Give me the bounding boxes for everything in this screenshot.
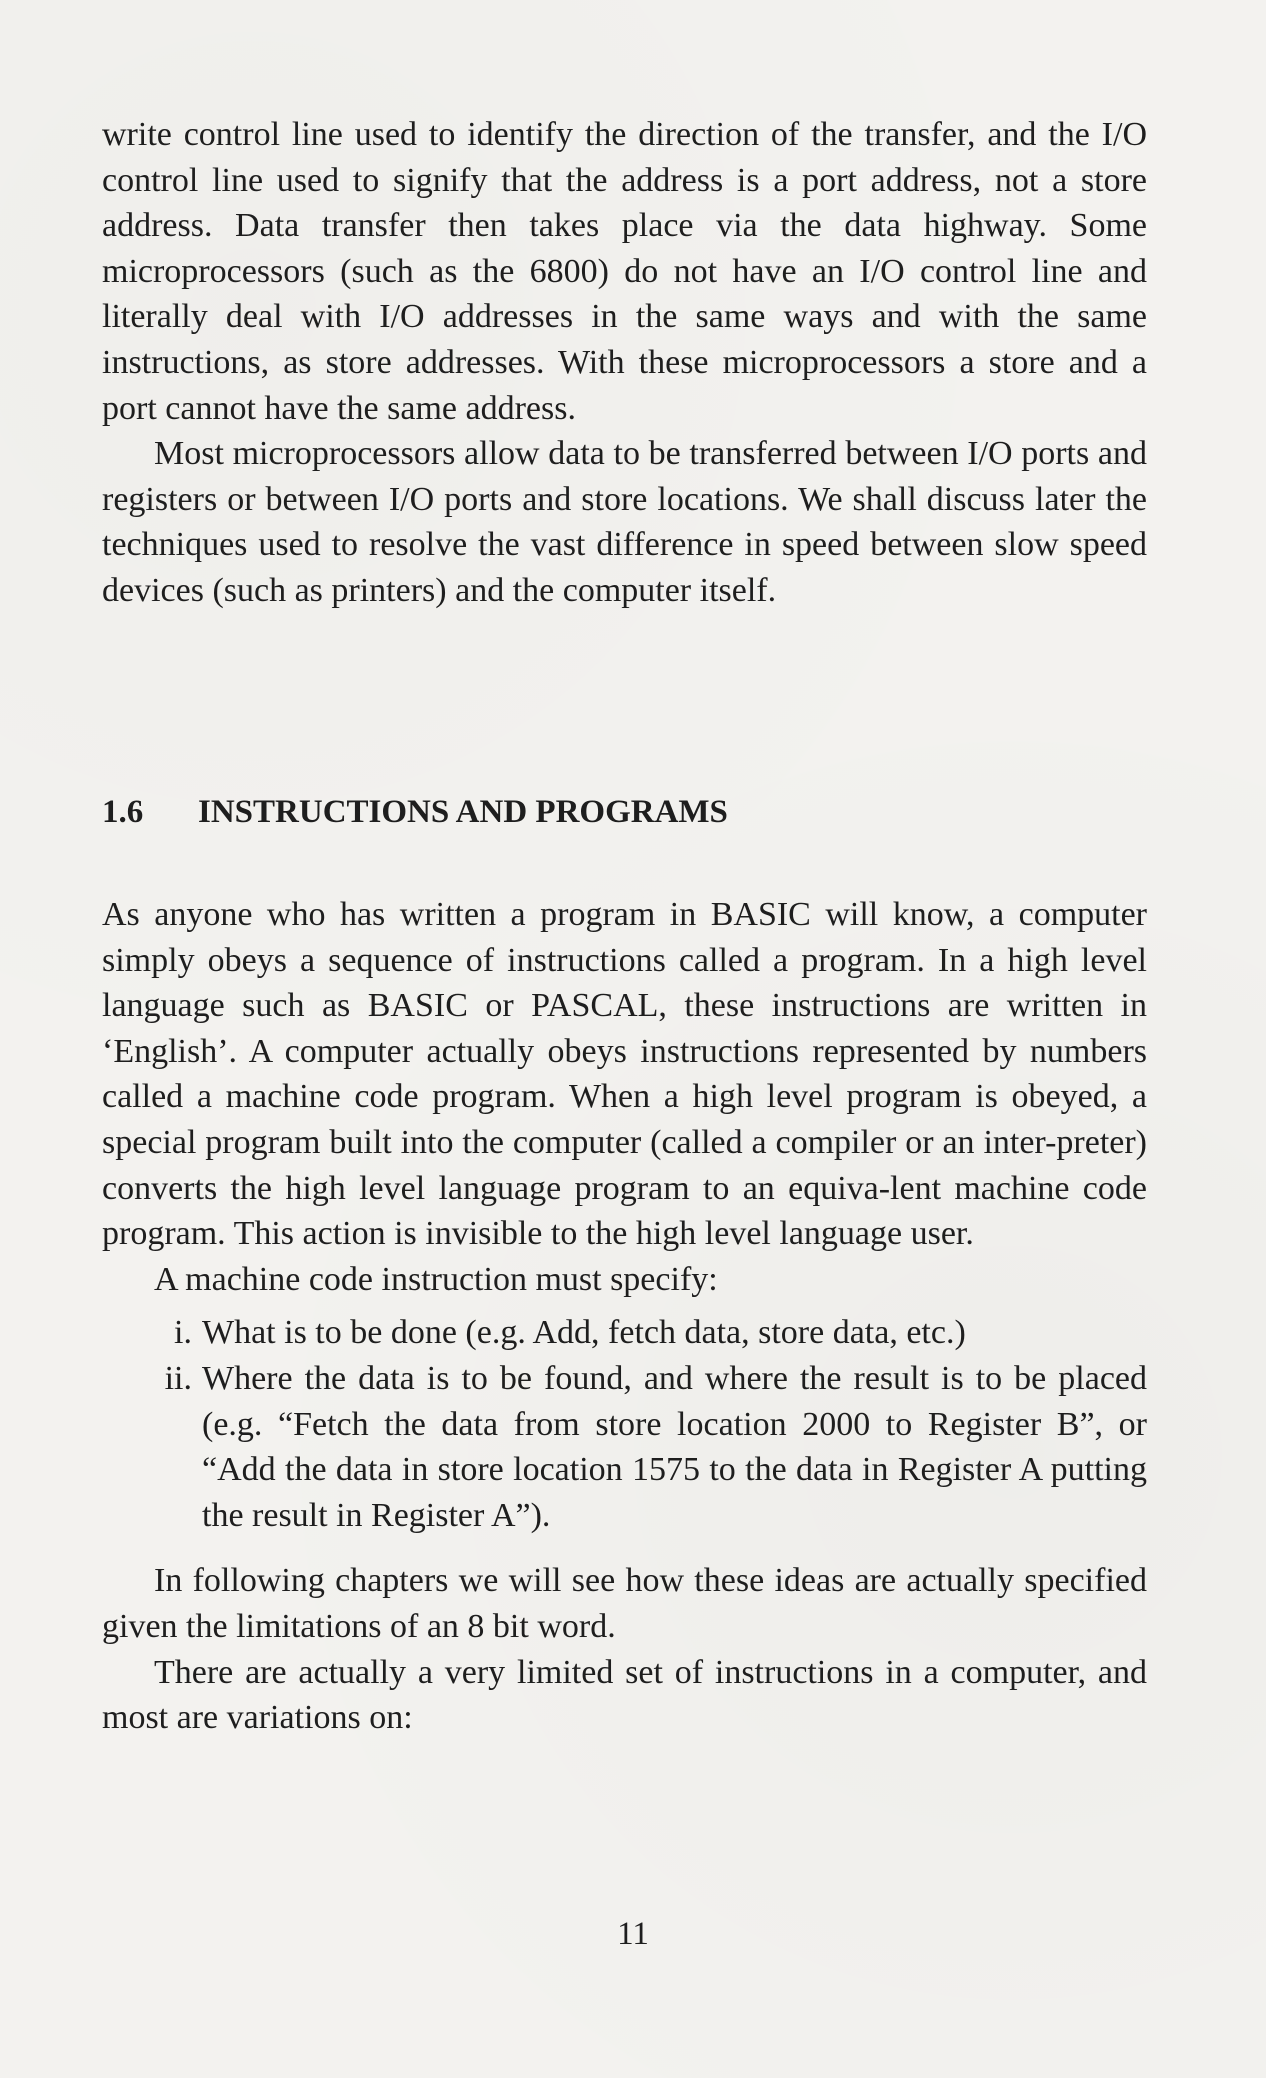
paragraph: A machine code instruction must specify: bbox=[154, 1260, 718, 1298]
list-marker: i. bbox=[174, 1314, 192, 1352]
requirements-list bbox=[102, 1310, 1147, 1538]
section-body bbox=[102, 892, 1147, 1741]
list-item-text: What is to be done (e.g. Add, fetch data, store data, etc.) bbox=[202, 1314, 966, 1352]
section-heading bbox=[102, 794, 728, 831]
list-item bbox=[102, 1310, 1147, 1356]
paragraph: write control line used to identify the direction of the transfer, and the I/O control line used to signify that the address is a port address, not a store address. Data transfer then takes place via the data highway. Some microprocessors (such as the 6800) do not have an I/O control line and literally deal with I/O addresses in the same ways and with the same instructions, as store addresses. With these microprocessors a store and a port cannot have the same address. bbox=[102, 116, 1147, 427]
list-item-text: Where the data is to be found, and where the result is to be placed (e.g. “Fetch the data from store location 2000 to Register B”, or “Add the data in store location 1575 to the data in Register A putting the result in Register A”). bbox=[202, 1359, 1147, 1534]
paragraph: Most microprocessors allow data to be transferred between I/O ports and registers or between I/O ports and store locations. We shall discuss later the techniques used to resolve the vast difference in speed between slow speed devices (such as printers) and the computer itself. bbox=[102, 435, 1147, 609]
top-text-block bbox=[102, 112, 1147, 614]
paragraph: There are actually a very limited set of instructions in a computer, and most are variations on: bbox=[102, 1653, 1147, 1737]
section-number: 1.6 bbox=[102, 794, 144, 830]
section-title: INSTRUCTIONS AND PROGRAMS bbox=[198, 794, 728, 830]
page-number: 11 bbox=[617, 1916, 649, 1952]
paragraph: As anyone who has written a program in BASIC will know, a computer simply obeys a sequence of instructions called a program. In a high level language such as BASIC or PASCAL, these instructions are written in ‘English’. A computer actually obeys instructions represented by numbers called a machine code program. When a high level program is obeyed, a special program built into the computer (called a compiler or an inter-preter) converts the high level language program to an equiva-lent machine code program. This action is invisible to the high level language user. bbox=[102, 896, 1147, 1253]
list-item bbox=[102, 1356, 1147, 1538]
list-marker: ii. bbox=[164, 1359, 192, 1397]
paragraph: In following chapters we will see how these ideas are actually specified given the limitations of an 8 bit word. bbox=[102, 1562, 1147, 1645]
